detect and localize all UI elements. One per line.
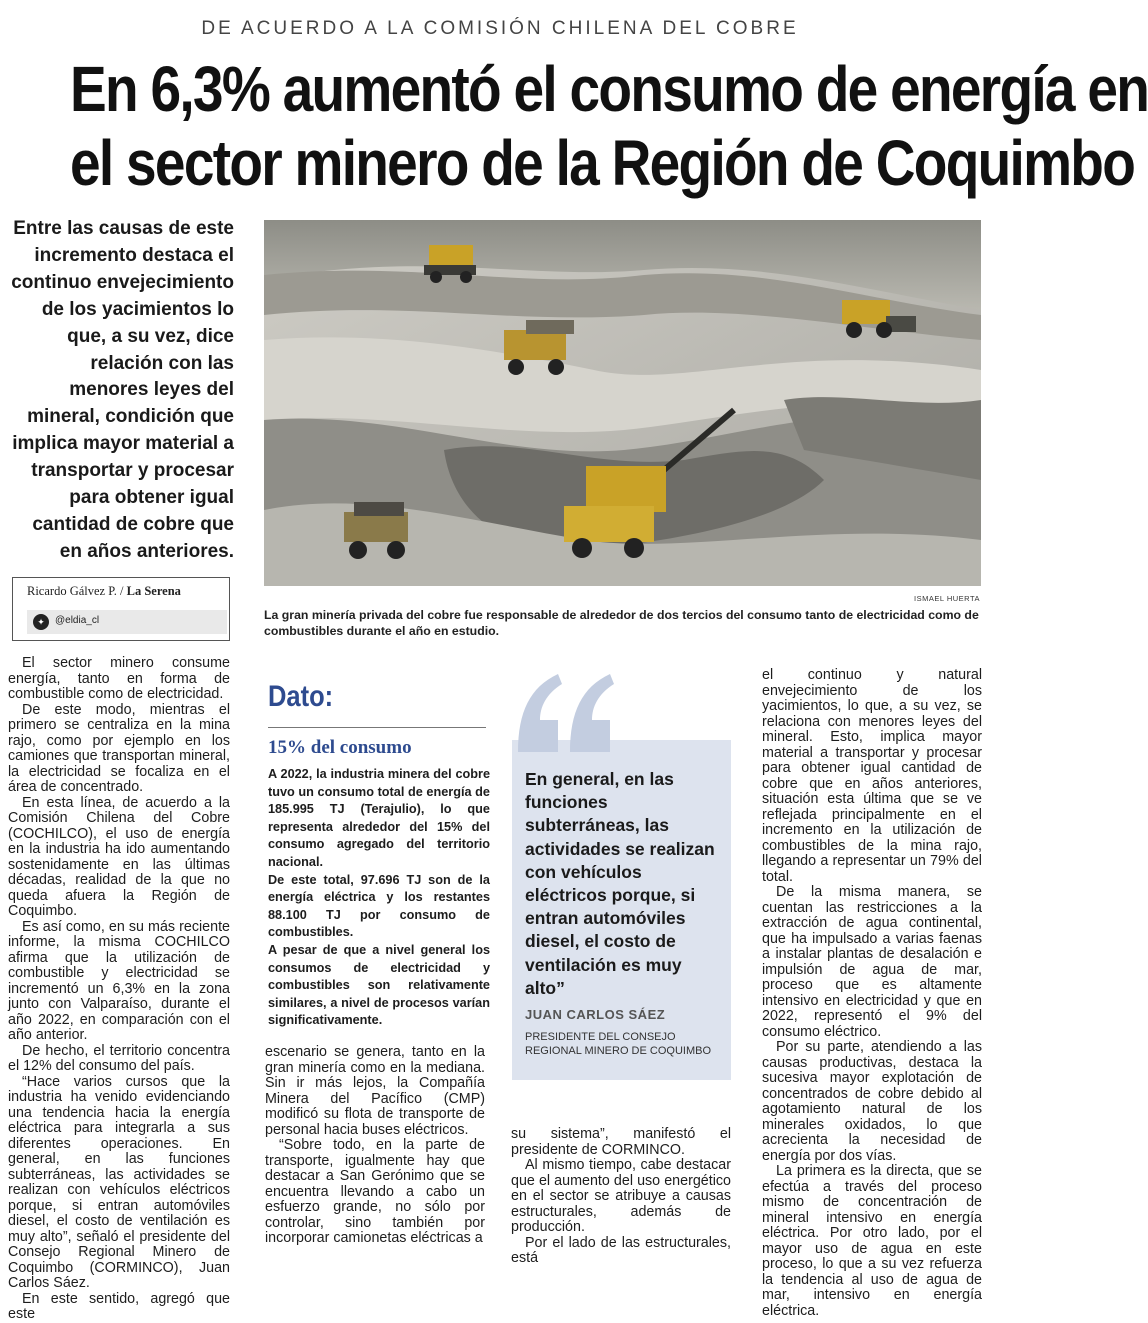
quotation-mark-icon	[510, 662, 620, 762]
social-handle[interactable]: @eldia_cl	[55, 615, 100, 626]
paragraph: De este modo, mientras el primero se centraliza en la mina rajo, como por ejemplo en los camiones que transportan mineral, la electricidad se focaliza en el área de concentrado.	[8, 701, 230, 795]
author-location: La Serena	[126, 584, 181, 598]
byline-author	[27, 584, 181, 599]
author-name: Ricardo Gálvez P. /	[27, 584, 124, 598]
byline-box	[12, 577, 230, 641]
kicker: DE ACUERDO A LA COMISIÓN CHILENA DEL COBRE	[201, 18, 799, 39]
paragraph: En esta línea, de acuerdo a la Comisión Chilena del Cobre (COCHILCO), el uso de energía en la industria ha ido aumentando sostenidamente en las últimas décadas, realidad de la que no queda afuera la Región de Coquimbo.	[8, 794, 230, 919]
twitter-icon: ✦	[33, 614, 49, 630]
dato-divider	[268, 727, 486, 728]
body-column-2	[265, 1045, 485, 1247]
dato-body	[268, 766, 490, 1030]
dato-subtitle: 15% del consumo	[268, 737, 412, 758]
pull-quote-name: JUAN CARLOS SÁEZ	[525, 1007, 666, 1022]
paragraph: De hecho, el territorio concentra el 12% del consumo del país.	[8, 1042, 230, 1074]
headline-line-1: En 6,3% aumentó el consumo de energía en	[70, 53, 1148, 125]
paragraph: De la misma manera, se cuentan las restricciones a la extracción de agua continental, que ha impulsado a varias faenas a instalar plantas de desalación e impulsión de agua de mar, proceso que es altamente intensivo en electricidad y que en 2022, representó el 9% del consumo eléctrico.	[762, 884, 982, 1040]
body-column-3	[511, 1127, 731, 1267]
pull-quote-role: PRESIDENTE DEL CONSEJO REGIONAL MINERO DE COQUIMBO	[525, 1031, 712, 1057]
social-strip	[27, 610, 227, 634]
dato-title: Dato:	[268, 680, 334, 713]
headline	[70, 52, 1148, 200]
paragraph: su sistema”, manifestó el presidente de CORMINCO.	[511, 1126, 731, 1158]
paragraph: Por su parte, atendiendo a las causas productivas, destaca la sucesiva mayor explotación de concentrados de cobre debido al agotamiento natural de los minerales oxidados, lo que acrecienta la necesidad de energía por dos vías.	[762, 1039, 982, 1164]
paragraph: Al mismo tiempo, cabe destacar que el aumento del uso energético en el sector se atribuye a causas estructurales, además de producción.	[511, 1157, 731, 1235]
paragraph: escenario se genera, tanto en la gran minería como en la mediana. Sin ir más lejos, la Compañía Minera del Pacífico (CMP) modificó su flota de transporte de personal hacia buses eléctricos.	[265, 1044, 485, 1138]
paragraph: “Sobre todo, en la parte de transporte, igualmente hay que destacar a San Gerónimo que se encuentra llevando a cabo un esfuerzo grande, no sólo por controlar, sino también por incorporar camionetas eléctricas a	[265, 1137, 485, 1246]
paragraph: Por el lado de las estructurales, está	[511, 1234, 731, 1266]
lead-paragraph: Entre las causas de este incremento destaca el continuo envejecimiento de los yacimientos lo que, a su vez, dice relación con las menores leyes del mineral, condición que implica mayor material a transportar y procesar para obtener igual cantidad de cobre que en años anteriores.	[11, 218, 234, 562]
dato-paragraph: De este total, 97.696 TJ son de la energía eléctrica y los restantes 88.100 TJ por consumo de combustibles.	[268, 872, 490, 940]
paragraph: Es así como, en su más reciente informe, la misma COCHILCO afirma que la utilización de combustible y electricidad se incrementó un 6,3% en la zona junto con Valparaíso, durante el año 2022, en comparación con el año anterior.	[8, 918, 230, 1043]
paragraph: En este sentido, agregó que este	[8, 1290, 230, 1322]
photo-caption: La gran minería privada del cobre fue responsable de alrededor de dos tercios del consumo tanto de electricidad como de combustibles durante el año en estudio.	[264, 608, 979, 638]
body-column-4	[762, 668, 982, 1319]
headline-line-2: el sector minero de la Región de Coquimbo	[70, 127, 1135, 199]
photo-credit: ISMAEL HUERTA	[914, 594, 980, 603]
paragraph: el continuo y natural envejecimiento de los yacimientos, lo que, a su vez, se relaciona con menores leyes del mineral. Esto, implica mayor material a transportar y procesar para obtener igual cantidad de cobre que en años anteriores, situación esta última que se ve reflejada principalmente en el incremento en la utilización de combustibles de la mina rajo, llegando a representar un 79% del total.	[762, 667, 982, 885]
paragraph: “Hace varios cursos que la industria ha venido evidenciando una tendencia hacia la energía eléctrica para integrarla a sus diferentes operaciones. En general, en las funciones subterráneas, las actividades se realizan con vehículos eléctricos porque, si entran automóviles diesel, el costo de ventilación es muy alto”, señaló el presidente del Consejo Regional Minero de Coquimbo (CORMINCO), Juan Carlos Sáez.	[8, 1073, 230, 1291]
mine-photo	[264, 220, 981, 586]
paragraph: La primera es la directa, que se efectúa a través del proceso mismo de concentración de mineral intensivo en energía eléctrica. Por otro lado, por el mayor uso de agua en este proceso, lo que a su vez refuerza la tendencia al uso de agua de mar, intensivo en energía eléctrica.	[762, 1163, 982, 1319]
paragraph: El sector minero consume energía, tanto en forma de combustible como de electricidad.	[8, 655, 230, 702]
body-column-1	[8, 656, 230, 1323]
pull-quote-text: En general, en las funciones subterráneas, las actividades se realizan con vehículos eléctricos porque, si entran automóviles diesel, el costo de ventilación es muy alto”	[525, 769, 715, 998]
dato-paragraph: A 2022, la industria minera del cobre tuvo un consumo total de energía de 185.995 TJ (Terajulio), lo que representa alrededor del 15% del consumo agregado del territorio nacional.	[268, 767, 490, 869]
dato-paragraph: A pesar de que a nivel general los consumos de electricidad y combustibles son relativamente similares, a nivel de procesos varían significativamente.	[268, 942, 490, 1028]
open-pit-mine-illustration	[264, 220, 981, 586]
